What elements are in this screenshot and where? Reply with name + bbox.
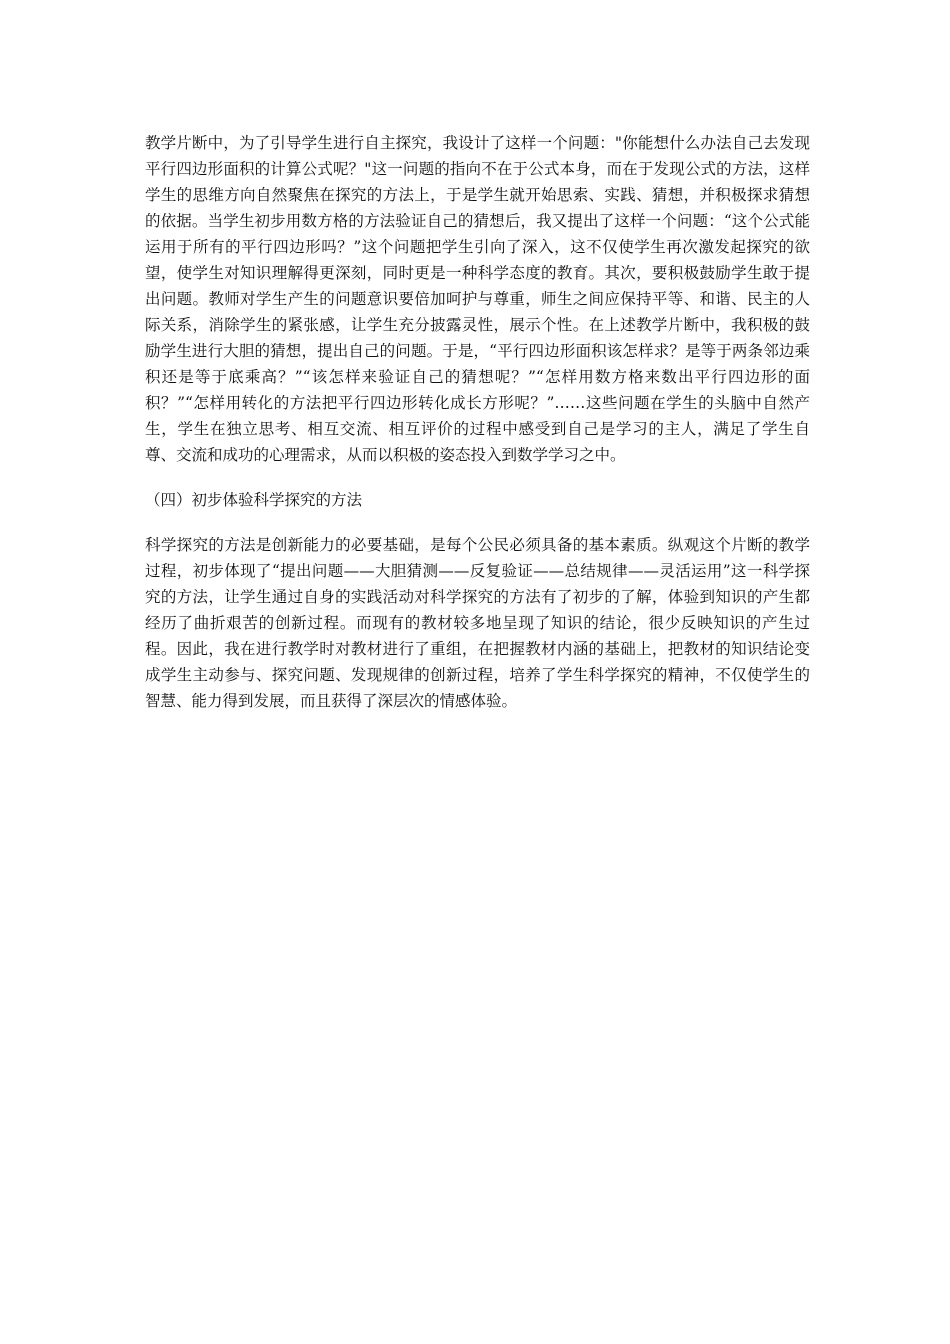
paragraph-teaching-inquiry: 教学片断中，为了引导学生进行自主探究，我设计了这样一个问题："你能想什么办法自己去发现平行四边形面积的计算公式呢？"这一问题的指向不在于公式本身，而在于发现公式的方法，这样学生的思维方向自然聚焦在探究的方法上，于是学生就开始思索、实践、猜想，并积极探求猜想的依据。当学生初步用数方格的方法验证自己的猜想后，我又提出了这样一个问题：“这个公式能运用于所有的平行四边形吗？”这个问题把学生引向了深入，这不仅使学生再次激发起探究的欲望，使学生对知识理解得更深刻，同时更是一种科学态度的教育。其次，要积极鼓励学生敢于提出问题。教师对学生产生的问题意识要倍加呵护与尊重，师生之间应保持平等、和谐、民主的人际关系，消除学生的紧张感，让学生充分披露灵性，展示个性。在上述教学片断中，我积极的鼓励学生进行大胆的猜想，提出自己的问题。于是，“平行四边形面积该怎样求？是等于两条邻边乘积还是等于底乘高？”“该怎样来验证自己的猜想呢？”“怎样用数方格来数出平行四边形的面积？”“怎样用转化的方法把平行四边形转化成长方形呢？”……这些问题在学生的头脑中自然产生，学生在独立思考、相互交流、相互评价的过程中感受到自己是学习的主人，满足了学生自尊、交流和成功的心理需求，从而以积极的姿态投入到数学学习之中。 <box>145 134 810 464</box>
document-body <box>145 130 810 714</box>
section-heading: （四）初步体验科学探究的方法 <box>145 491 363 509</box>
paragraph-scientific-method: 科学探究的方法是创新能力的必要基础，是每个公民必须具备的基本素质。纵观这个片断的教学过程，初步体现了“提出问题——大胆猜测——反复验证——总结规律——灵活运用”这一科学探究的方法，让学生通过自身的实践活动对科学探究的方法有了初步的了解，体验到知识的产生都经历了曲折艰苦的创新过程。而现有的教材较多地呈现了知识的结论，很少反映知识的产生过程。因此，我在进行教学时对教材进行了重组，在把握教材内涵的基础上，把教材的知识结论变成学生主动参与、探究问题、发现规律的创新过程，培养了学生科学探究的精神，不仅使学生的智慧、能力得到发展，而且获得了深层次的情感体验。 <box>145 536 810 710</box>
